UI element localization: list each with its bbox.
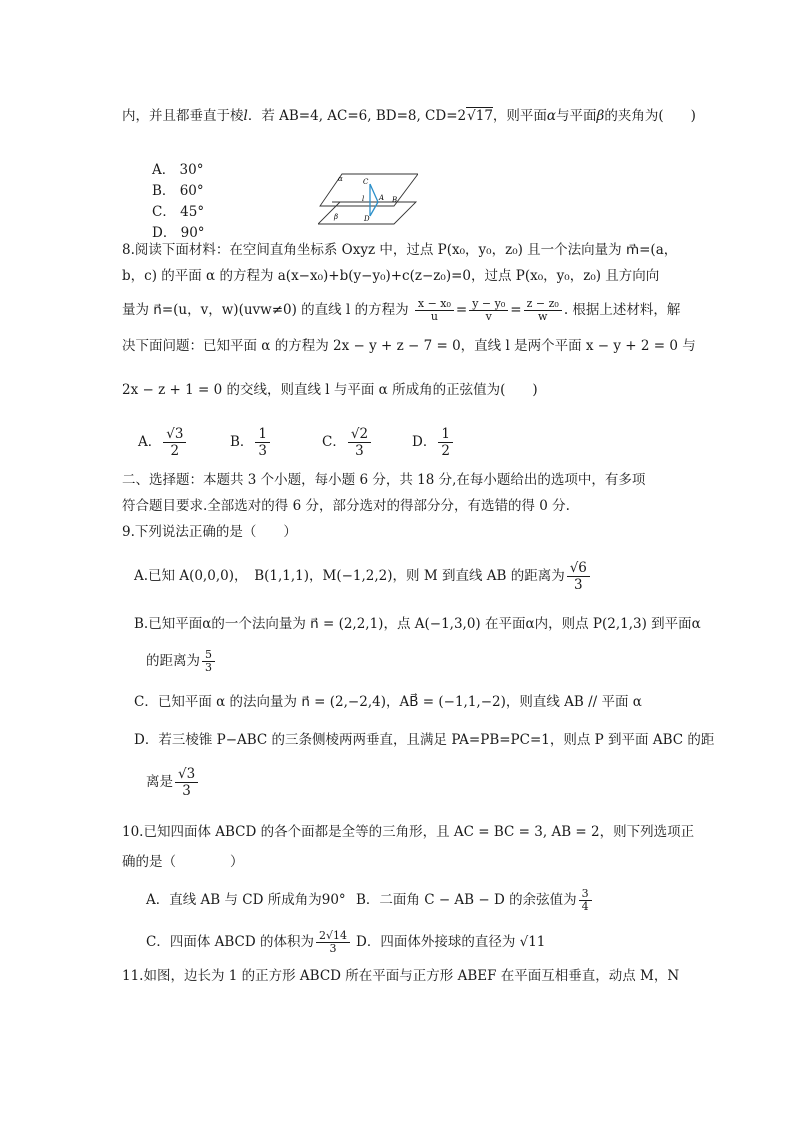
label-alpha: α: [338, 175, 343, 183]
q7-option-d: D． 90°: [152, 225, 205, 241]
label-d: D: [364, 215, 370, 223]
segment-da: [370, 202, 378, 216]
q8-line2: b，c) 的平面 α 的方程为 a(x−x₀)+b(y−y₀)+c(z−z₀)=0，过点 P(x₀，y₀，z₀) 且方向向: [122, 268, 660, 284]
q10-option-d: D．四面体外接球的直径为 √11: [356, 934, 546, 950]
plane-alpha-shape: [320, 174, 418, 206]
frac-y: $\frac{\text{y − y₀}}{v}$: [469, 298, 508, 323]
q8-option-c: C． $\frac{√2}{3}$: [322, 422, 373, 462]
q10-line1: 10.已知四面体 ABCD 的各个面都是全等的三角形，且 AC = BC = 3, AB = 2，则下列选项正: [122, 824, 695, 840]
q10-option-a: A．直线 AB 与 CD 所成角为90°: [146, 892, 346, 908]
section2-line1: 二、选择题：本题共 3 个小题，每小题 6 分，共 18 分,在每小题给出的选项中，有多项: [122, 472, 646, 488]
q9-option-d-line1: D．若三棱锥 P−ABC 的三条侧棱两两垂直，且满足 PA=PB=PC=1，则点 P 到平面 ABC 的距: [134, 732, 715, 748]
q11-line1: 11.如图，边长为 1 的正方形 ABCD 所在平面与正方形 ABEF 在平面互相垂直，动点 M，N: [122, 968, 680, 984]
q8-line5: 2x − z + 1 = 0 的交线，则直线 l 与平面 α 所成角的正弦值为( ): [122, 382, 538, 398]
q9-option-a: A.已知 A(0,0,0)， B(1,1,1)，M(−1,2,2)，则 M 到直线 AB 的距离为 $\frac{√6}{3}$: [134, 556, 592, 596]
q8-option-d: D． $\frac{1}{2}$: [412, 422, 455, 462]
frac-x: $\frac{\text{x − x₀}}{u}$: [415, 298, 454, 323]
sqrt-17: √17: [467, 108, 493, 124]
q8-line4: 决下面问题：已知平面 α 的方程为 2x − y + z − 7 = 0，直线 l 是两个平面 x − y + 2 = 0 与: [122, 338, 696, 354]
q10-line2: 确的是（ ）: [122, 854, 244, 870]
q9-stem: 9.下列说法正确的是（ ）: [122, 524, 297, 540]
label-b-upper: B: [392, 196, 398, 204]
label-beta: β: [334, 213, 339, 221]
label-l: l: [362, 195, 365, 203]
q10-option-c: C．四面体 ABCD 的体积为 $\frac{2√14}{3}$: [146, 926, 352, 958]
q7-stem: 内，并且都垂直于棱l．若 AB=4, AC=6, BD=8, CD=2√17，则平面α与平面β的夹角为( ): [122, 108, 696, 124]
q8-line1: 8.阅读下面材料：在空间直角坐标系 Oxyz 中，过点 P(x₀，y₀，z₀) 且一个法向量为 m⃗=(a，: [122, 242, 678, 258]
q10-option-b: B．二面角 C − AB − D 的余弦值为 $\frac{3}{4}$: [356, 884, 594, 916]
section2-line2: 符合题目要求.全部选对的得 6 分，部分选对的得部分分，有选错的得 0 分.: [122, 498, 570, 514]
frac-z: $\frac{\text{z − z₀}}{w}$: [524, 298, 562, 323]
q7-option-c: C． 45°: [152, 204, 205, 220]
q9-option-c: C．已知平面 α 的法向量为 n⃗ = (2,−2,4)，AB⃗ = (−1,1,−2)，则直线 AB // 平面 α: [134, 694, 642, 710]
q8-line3: 量为 n⃗=(u，v，w)(uvw≠0) 的直线 l 的方程为 $\frac{\text{x − x₀}}{u}$ = $\frac{\text{y − y₀}}{v}$ = $\frac{\text{z − z₀}}{w}$ . 根据上述材料，解: [122, 297, 681, 323]
q9-option-b-line1: B.已知平面α的一个法向量为 n⃗ = (2,2,1)，点 A(−1,3,0) 在平面α内，则点 P(2,1,3) 到平面α: [134, 616, 701, 632]
q7-option-b: B． 60°: [152, 183, 204, 199]
q8-option-b: B． $\frac{1}{3}$: [230, 422, 272, 462]
q9-option-d-line2: 离是 $\frac{√3}{3}$: [146, 762, 200, 802]
q9-option-b-line2: 的距离为 $\frac{5}{3}$: [146, 646, 217, 676]
q7-option-a: A． 30°: [152, 162, 204, 178]
dihedral-angle-figure: [318, 166, 418, 230]
q8-option-a: A． $\frac{√3}{2}$: [138, 422, 188, 462]
label-a: A: [379, 194, 385, 202]
segment-ca: [370, 184, 378, 202]
label-c: C: [363, 178, 369, 186]
